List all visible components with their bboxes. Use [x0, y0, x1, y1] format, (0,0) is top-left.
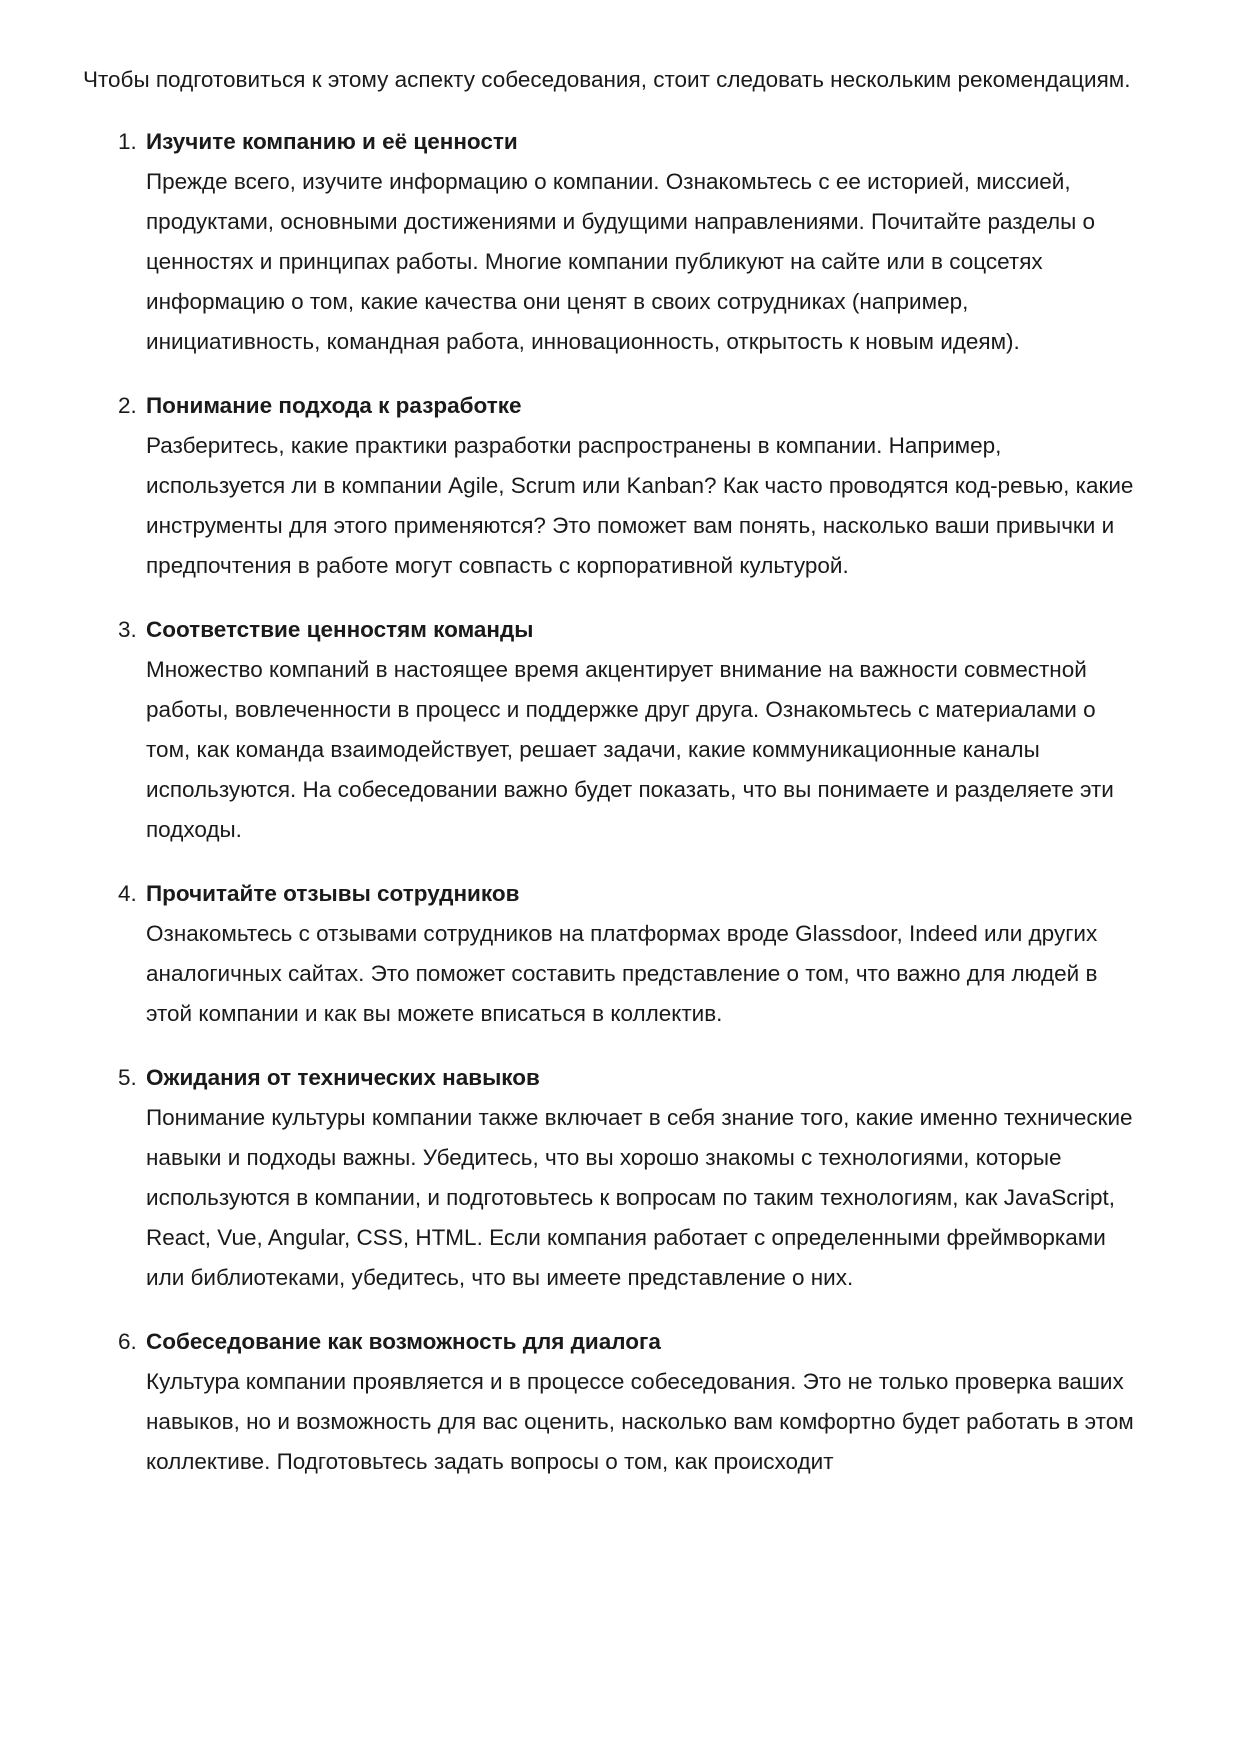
list-item-body: Культура компании проявляется и в процессе собеседования. Это не только проверка ваших навыков, но и возможность для вас оценить, насколько вам комфортно будет работать в этом коллективе. Подготовьтесь задать вопросы о том, как происходит [146, 1369, 1134, 1474]
list-item-title: Соответствие ценностям команды [146, 617, 534, 642]
list-item-title: Понимание подхода к разработке [146, 393, 522, 418]
list-item-body: Прежде всего, изучите информацию о компании. Ознакомьтесь с ее историей, миссией, продуктами, основными достижениями и будущими направлениями. Почитайте разделы о ценностях и принципах работы. Многие компании публикуют на сайте или в соцсетях информацию о том, какие качества они ценят в своих сотрудниках (например, инициативность, командная работа, инновационность, открытость к новым идеям). [146, 169, 1096, 354]
list-item [83, 122, 1139, 362]
recommendations-list [83, 122, 1139, 1482]
list-item-body: Разберитесь, какие практики разработки распространены в компании. Например, используется ли в компании Agile, Scrum или Kanban? Как часто проводятся код-ревью, какие инструменты для этого применяются? Это поможет вам понять, насколько ваши привычки и предпочтения в работе могут совпасть с корпоративной культурой. [146, 433, 1134, 578]
list-item [83, 1058, 1139, 1298]
list-item-number: 1. [118, 129, 137, 154]
list-item-title: Собеседование как возможность для диалога [146, 1329, 661, 1354]
list-item-number: 5. [118, 1065, 137, 1090]
list-item-title: Изучите компанию и её ценности [146, 129, 518, 154]
list-item-number: 3. [118, 617, 137, 642]
list-item-number: 2. [118, 393, 137, 418]
list-item-number: 6. [118, 1329, 137, 1354]
list-item-body: Ознакомьтесь с отзывами сотрудников на платформах вроде Glassdoor, Indeed или других аналогичных сайтах. Это поможет составить представление о том, что важно для людей в этой компании и как вы можете вписаться в коллектив. [146, 921, 1098, 1026]
list-item-title: Ожидания от технических навыков [146, 1065, 540, 1090]
list-item-body: Понимание культуры компании также включает в себя знание того, какие именно технические навыки и подходы важны. Убедитесь, что вы хорошо знакомы с технологиями, которые используются в компании, и подготовьтесь к вопросам по таким технологиям, как JavaScript, React, Vue, Angular, CSS, HTML. Если компания работает с определенными фреймворками или библиотеками, убедитесь, что вы имеете представление о них. [146, 1105, 1133, 1290]
list-item [83, 386, 1139, 586]
list-item [83, 1322, 1139, 1482]
list-item-number: 4. [118, 881, 137, 906]
list-item [83, 874, 1139, 1034]
list-item-body: Множество компаний в настоящее время акцентирует внимание на важности совместной работы, вовлеченности в процесс и поддержке друг друга. Ознакомьтесь с материалами о том, как команда взаимодействует, решает задачи, какие коммуникационные каналы используются. На собеседовании важно будет показать, что вы понимаете и разделяете эти подходы. [146, 657, 1114, 842]
list-item-title: Прочитайте отзывы сотрудников [146, 881, 520, 906]
intro-paragraph: Чтобы подготовиться к этому аспекту собеседования, стоит следовать нескольким рекомендациям. [83, 67, 1131, 92]
list-item [83, 610, 1139, 850]
